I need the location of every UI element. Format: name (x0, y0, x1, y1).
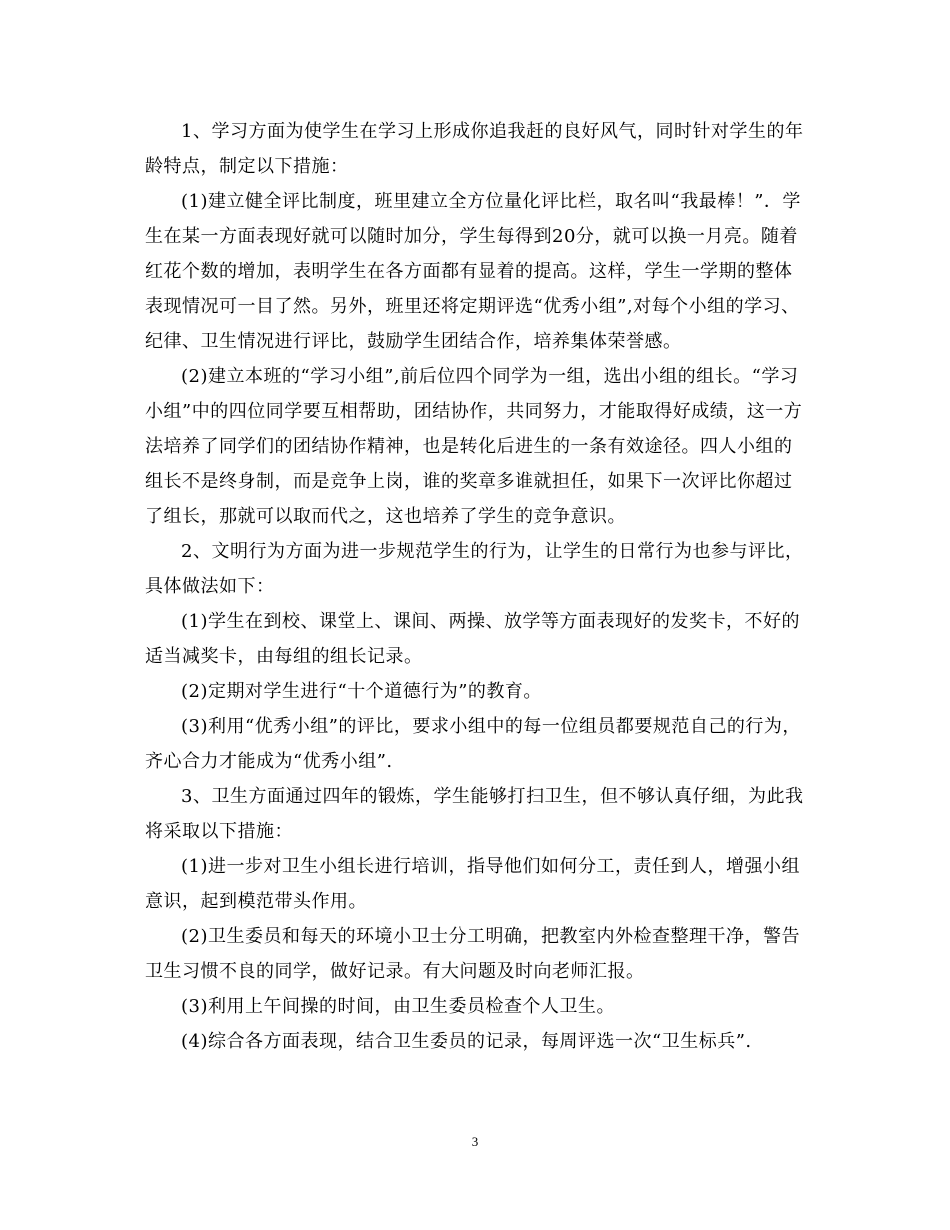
paragraph-study-heading: 1、学习方面为使学生在学习上形成你追我赶的良好风气，同时针对学生的年龄特点，制定以下措施： (145, 121, 804, 177)
paragraph-hygiene-item-4: (4)综合各方面表现，结合卫生委员的记录，每周评选一次“卫生标兵”. (181, 1031, 752, 1052)
paragraph-behavior-item-2: (2)定期对学生进行“十个道德行为”的教育。 (181, 681, 542, 702)
paragraph-hygiene-item-1: (1)进一步对卫生小组长进行培训，指导他们如何分工，责任到人，增强小组意识，起到模范带头作用。 (145, 856, 800, 912)
paragraph-behavior-item-1: (1)学生在到校、课堂上、课间、两操、放学等方面表现好的发奖卡，不好的适当减奖卡，由每组的组长记录。 (145, 611, 800, 667)
paragraph-behavior-heading: 2、文明行为方面为进一步规范学生的行为，让学生的日常行为也参与评比，具体做法如下： (145, 541, 804, 597)
document-body (145, 114, 805, 1059)
paragraph-hygiene-item-2: (2)卫生委员和每天的环境小卫士分工明确，把教室内外检查整理干净，警告卫生习惯不良的同学，做好记录。有大问题及时向老师汇报。 (145, 926, 800, 982)
paragraph-hygiene-heading: 3、卫生方面通过四年的锻炼，学生能够打扫卫生，但不够认真仔细，为此我将采取以下措施： (145, 786, 804, 842)
paragraph-hygiene-item-3: (3)利用上午间操的时间，由卫生委员检查个人卫生。 (181, 996, 615, 1017)
paragraph-behavior-item-3: (3)利用“优秀小组”的评比，要求小组中的每一位组员都要规范自己的行为，齐心合力才能成为“优秀小组”. (145, 716, 801, 772)
page-number: 3 (471, 1134, 479, 1149)
paragraph-study-item-1: (1)建立健全评比制度，班里建立全方位量化评比栏，取名叫“我最棒！”．学生在某一方面表现好就可以随时加分，学生每得到20分，就可以换一月亮。随着红花个数的增加，表明学生在各方面都有显着的提高。这样，学生一学期的整体表现情况可一目了然。另外，班里还将定期评选“优秀小组”,对每个小组的学习、纪律、卫生情况进行评比，鼓励学生团结合作，培养集体荣誉感。 (145, 191, 801, 352)
paragraph-study-item-2: (2)建立本班的“学习小组”,前后位四个同学为一组，选出小组的组长。“学习小组”中的四位同学要互相帮助，团结协作，共同努力，才能取得好成绩，这一方法培养了同学们的团结协作精神，也是转化后进生的一条有效途径。四人小组的组长不是终身制，而是竞争上岗，谁的奖章多谁就担任，如果下一次评比你超过了组长，那就可以取而代之，这也培养了学生的竞争意识。 (145, 366, 803, 527)
